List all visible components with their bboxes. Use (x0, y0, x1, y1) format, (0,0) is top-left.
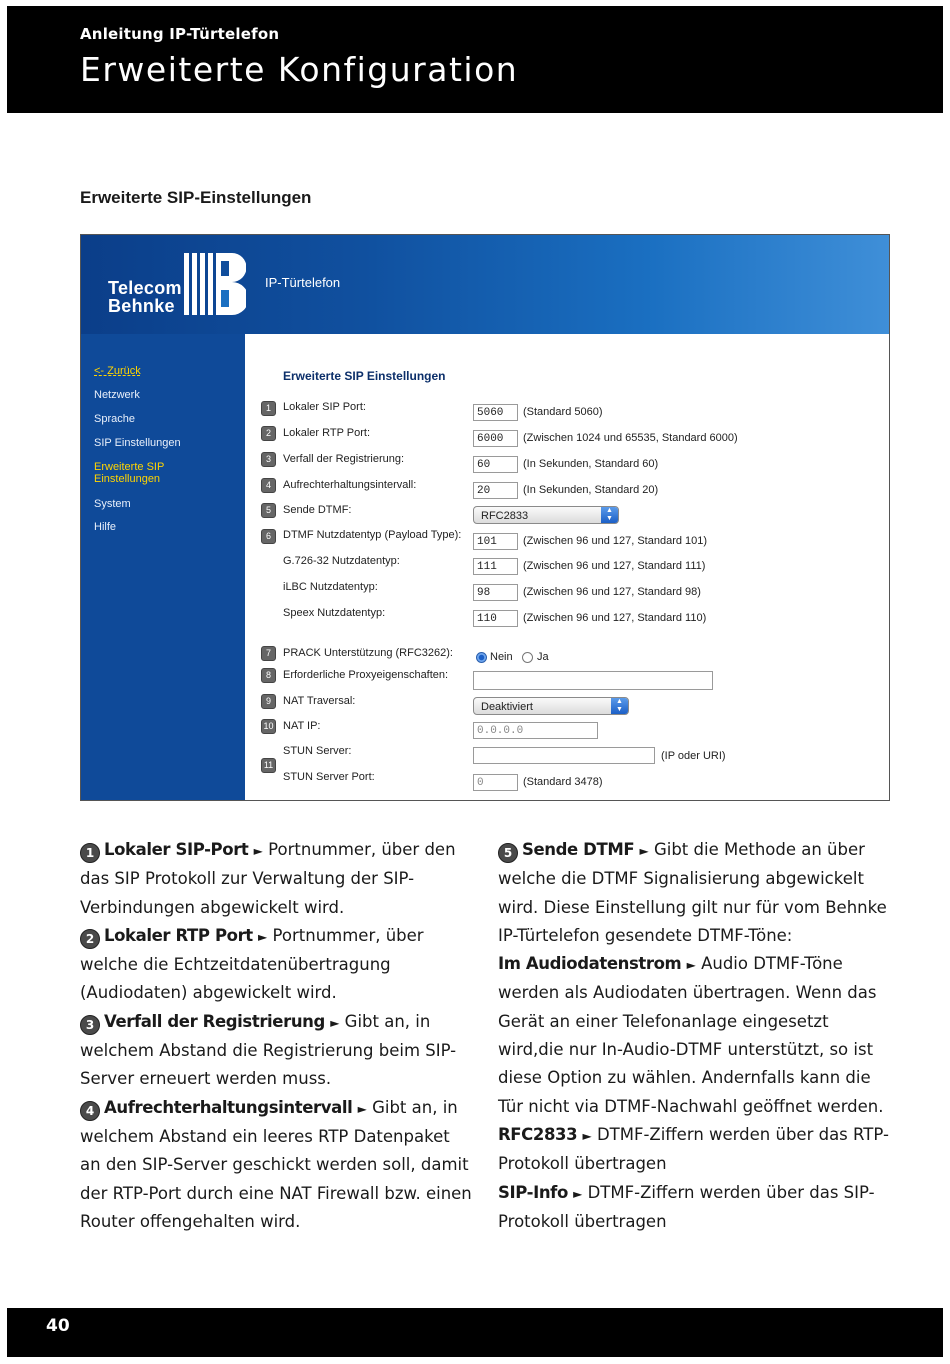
settings-form (245, 334, 889, 800)
term-registration-expiry: Verfall der Registrierung (104, 1011, 325, 1031)
callout-3: 3 (80, 1015, 100, 1035)
form-title: Erweiterte SIP Einstellungen (283, 369, 446, 383)
nat-traversal-select[interactable] (473, 697, 629, 715)
hint-registration-expiry: (In Sekunden, Standard 60) (523, 458, 659, 470)
callout-2: 2 (261, 426, 276, 441)
page-header (7, 6, 943, 113)
hint-dtmf-payload-type: (Zwischen 96 und 127, Standard 101) (523, 535, 708, 547)
left-column (80, 836, 475, 1236)
desc-text: Gibt an, in welchem Abstand die Registrierung beim SIP-Server erneuert werden muss. (80, 1011, 457, 1089)
label-g726-payload-type: G.726-32 Nutzdatentyp: (283, 555, 400, 567)
desc-keepalive-interval (80, 1094, 475, 1236)
header-kicker: Anleitung IP-Türtelefon (80, 25, 280, 43)
hint-ilbc-payload-type: (Zwischen 96 und 127, Standard 98) (523, 586, 701, 598)
label-stun-server-port: STUN Server Port: (283, 771, 375, 783)
hint-local-sip-port: (Standard 5060) (523, 406, 603, 418)
callout-5: 5 (498, 843, 518, 863)
nav-back-link[interactable]: <- Zurück (94, 365, 141, 377)
arrow-right-icon: ► (253, 844, 263, 858)
callout-7: 7 (261, 646, 276, 661)
callout-5: 5 (261, 503, 276, 518)
desc-registration-expiry (80, 1008, 475, 1094)
hint-g726-payload-type: (Zwischen 96 und 127, Standard 111) (523, 560, 706, 572)
arrow-right-icon: ► (582, 1128, 592, 1143)
logo-line-2: Behnke (108, 296, 175, 316)
select-arrows-icon: ▲ ▼ (611, 698, 628, 714)
label-stun-server: STUN Server: (283, 745, 352, 757)
desc-text: DTMF-Ziffern werden über das SIP-Protokoll übertragen (498, 1182, 875, 1231)
banner-title: IP-Türtelefon (265, 275, 341, 290)
callout-1: 1 (261, 401, 276, 416)
prack-no-label: Nein (490, 651, 513, 663)
stun-server-port-input[interactable]: 0 (473, 774, 518, 791)
registration-expiry-input[interactable]: 60 (473, 456, 518, 473)
callout-3: 3 (261, 452, 276, 467)
arrow-right-icon: ► (330, 1015, 340, 1030)
label-dtmf-payload-type: DTMF Nutzdatentyp (Payload Type): (283, 529, 462, 541)
arrow-right-icon: ► (639, 844, 649, 858)
config-screenshot (80, 234, 890, 801)
option-in-audio (498, 950, 890, 1121)
ilbc-payload-type-input[interactable]: 98 (473, 584, 518, 601)
logo (108, 279, 182, 315)
nat-traversal-value: Deaktiviert (481, 701, 533, 713)
speex-payload-type-input[interactable]: 110 (473, 610, 518, 627)
term-in-audio: Im Audiodatenstrom (498, 954, 682, 974)
arrow-right-icon: ► (357, 1101, 367, 1116)
desc-text: DTMF-Ziffern werden über das RTP-Protokoll übertragen (498, 1124, 889, 1174)
desc-text: Gibt an, in welchem Abstand ein leeres RTP Datenpaket an den SIP-Server geschickt werden soll, damit der RTP-Port durch eine NAT Firewall bzw. einen Router offengehalten wird. (80, 1097, 472, 1231)
nav-item-netzwerk[interactable]: Netzwerk (94, 389, 140, 401)
desc-local-rtp-port (80, 922, 475, 1008)
prack-no-radio[interactable] (476, 652, 487, 663)
hint-speex-payload-type: (Zwischen 96 und 127, Standard 110) (523, 612, 707, 624)
label-local-rtp-port: Lokaler RTP Port: (283, 427, 371, 439)
desc-text: Audio DTMF-Töne werden als Audiodaten übertragen. Wenn das Gerät an einer Telefonanlage eingesetzt wird,die nur In-Audio-DTMF unterstützt, so ist diese Option zu wählen. Andernfalls kann die Tür nicht via DTMF-Nachwahl geöffnet werden. (498, 954, 884, 1116)
callout-1: 1 (80, 843, 100, 863)
page-number: 40 (46, 1316, 70, 1336)
stun-server-input[interactable] (473, 747, 655, 764)
hint-stun-server-port: (Standard 3478) (523, 776, 603, 788)
local-sip-port-input[interactable]: 5060 (473, 404, 518, 421)
option-sip-info (498, 1179, 890, 1237)
label-keepalive-interval: Aufrechterhaltungsintervall: (283, 479, 417, 491)
desc-text: Portnummer, über welche die Echtzeitdatenübertragung (Audiodaten) abgewickelt wird. (80, 925, 424, 1003)
g726-payload-type-input[interactable]: 111 (473, 558, 518, 575)
desc-text: Portnummer, über den das SIP Protokoll zur Verwaltung der SIP-Verbindungen abgewickelt wird. (80, 840, 456, 917)
arrow-right-icon: ► (573, 1186, 583, 1201)
nav-item-erweiterte-sip[interactable] (94, 461, 164, 485)
callout-4: 4 (80, 1101, 100, 1121)
hint-local-rtp-port: (Zwischen 1024 und 65535, Standard 6000) (523, 432, 738, 444)
logo-line-1: Telecom (108, 278, 182, 298)
banner (81, 235, 889, 334)
local-rtp-port-input[interactable]: 6000 (473, 430, 518, 447)
nav-item-system[interactable]: System (94, 498, 131, 510)
term-local-rtp-port: Lokaler RTP Port (104, 925, 253, 945)
desc-local-sip-port (80, 836, 475, 922)
callout-11: 11 (261, 758, 276, 773)
option-rfc2833 (498, 1121, 890, 1179)
nav-item-erweiterte-sip-line1: Erweiterte SIP (94, 461, 165, 473)
callout-4: 4 (261, 478, 276, 493)
label-nat-traversal: NAT Traversal: (283, 695, 356, 707)
hint-stun-server: (IP oder URI) (661, 750, 726, 762)
nat-ip-input[interactable]: 0.0.0.0 (473, 722, 598, 739)
label-send-dtmf: Sende DTMF: (283, 504, 352, 516)
page-footer (7, 1308, 943, 1357)
right-column (498, 836, 890, 1236)
dtmf-payload-type-input[interactable]: 101 (473, 533, 518, 550)
prack-yes-label: Ja (537, 651, 549, 663)
desc-text: Gibt die Methode an über welche die DTMF Signalisierung abgewickelt wird. Diese Einstellung gilt nur für vom Behnke IP-Türtelefon gesendete DTMF-Töne: (498, 840, 887, 945)
callout-9: 9 (261, 694, 276, 709)
prack-yes-radio[interactable] (522, 652, 533, 663)
label-nat-ip: NAT IP: (283, 720, 321, 732)
label-local-sip-port: Lokaler SIP Port: (283, 401, 366, 413)
nav-item-sip-einstellungen[interactable]: SIP Einstellungen (94, 437, 181, 449)
term-local-sip-port: Lokaler SIP-Port (104, 840, 249, 859)
term-sip-info: SIP-Info (498, 1182, 568, 1202)
hint-keepalive-interval: (In Sekunden, Standard 20) (523, 484, 659, 496)
section-title: Erweiterte SIP-Einstellungen (80, 188, 312, 207)
select-arrows-icon: ▲ ▼ (601, 507, 618, 523)
logo-bars-icon (184, 253, 246, 315)
term-rfc2833: RFC2833 (498, 1124, 578, 1144)
callout-10: 10 (261, 719, 276, 734)
term-keepalive-interval: Aufrechterhaltungsintervall (104, 1097, 353, 1117)
nav-item-hilfe[interactable]: Hilfe (94, 521, 117, 533)
callout-2: 2 (80, 929, 100, 949)
callout-8: 8 (261, 668, 276, 683)
nav-item-erweiterte-sip-line2: Einstellungen (94, 473, 161, 485)
arrow-right-icon: ► (258, 929, 268, 944)
label-registration-expiry: Verfall der Registrierung: (283, 453, 405, 465)
page-title: Erweiterte Konfiguration (80, 50, 519, 89)
required-proxy-input[interactable] (473, 671, 713, 690)
arrow-right-icon: ► (686, 958, 696, 973)
label-required-proxy: Erforderliche Proxyeigenschaften: (283, 669, 449, 681)
label-ilbc-payload-type: iLBC Nutzdatentyp: (283, 581, 378, 593)
nav-item-sprache[interactable]: Sprache (94, 413, 135, 425)
send-dtmf-select[interactable] (473, 506, 619, 524)
sidebar (81, 334, 245, 800)
desc-send-dtmf (498, 836, 890, 950)
callout-6: 6 (261, 529, 276, 544)
label-speex-payload-type: Speex Nutzdatentyp: (283, 607, 386, 619)
keepalive-interval-input[interactable]: 20 (473, 482, 518, 499)
send-dtmf-value: RFC2833 (481, 510, 529, 522)
term-send-dtmf: Sende DTMF (522, 840, 635, 859)
label-prack-support: PRACK Unterstützung (RFC3262): (283, 647, 453, 659)
